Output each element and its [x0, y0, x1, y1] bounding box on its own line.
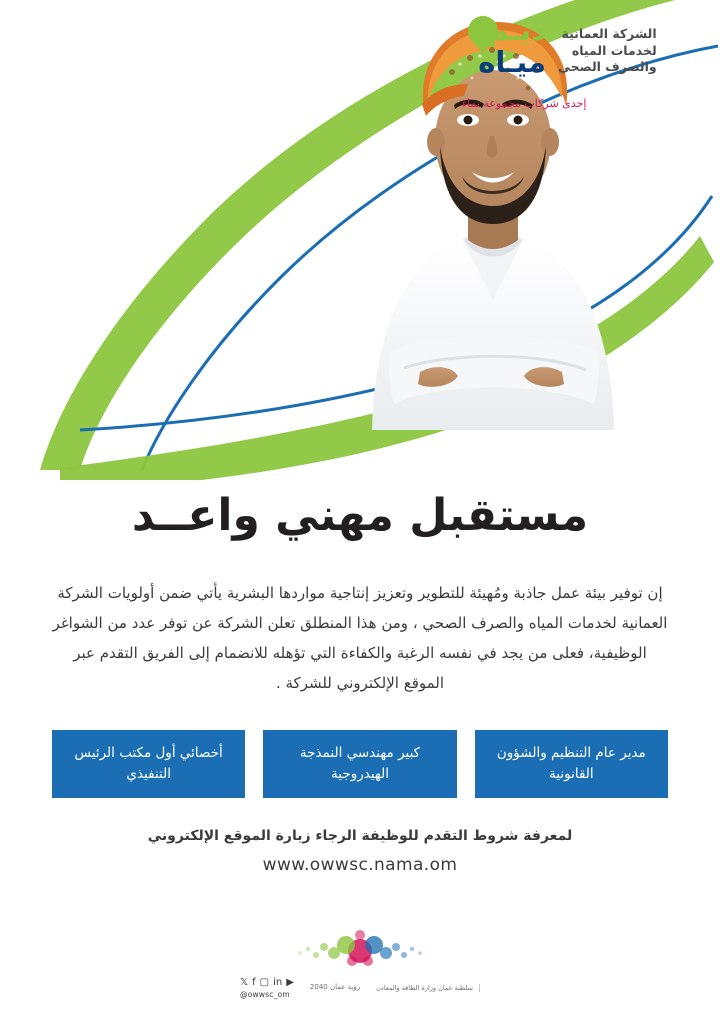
- linkedin-icon[interactable]: in: [273, 977, 283, 989]
- twitter-icon[interactable]: 𝕏: [240, 977, 249, 989]
- instagram-icon[interactable]: ▢: [259, 977, 270, 989]
- social-col: [240, 977, 294, 999]
- website-link[interactable]: www.owwsc.nama.om: [262, 855, 458, 875]
- social-icon-row[interactable]: [240, 977, 294, 990]
- logo-brand-top: ديـم: [487, 13, 546, 47]
- social-links[interactable]: [240, 977, 294, 999]
- halftone-dots-decoration: [290, 925, 430, 971]
- partner-logo-vision: [310, 975, 360, 1001]
- logo-company-name: [558, 26, 657, 76]
- logo-brand-bottom: ميـاه: [478, 45, 546, 79]
- logo-company-line-2: لخدمات المياه: [571, 42, 657, 58]
- logo-row: [462, 14, 657, 88]
- job-vacancy-item[interactable]: مدير عام التنظيم والشؤون القانونية: [475, 730, 668, 798]
- job-vacancy-item[interactable]: أخصائي أول مكتب الرئيس التنفيذي: [52, 730, 245, 798]
- partner-logo-ministry: [376, 975, 480, 1001]
- logo-company-line-1: الشركة العمانية: [561, 26, 657, 42]
- page-title: مستقبل مهني واعــد: [131, 490, 589, 541]
- logo-tagline: إحدى شركات مجموعة نماء: [462, 97, 587, 110]
- logo-company-line-3: والصرف الصحي: [558, 59, 657, 75]
- footer-bar: [0, 968, 720, 1008]
- partner-logo-ministry-label: سلطنة عمان وزارة الطاقة والمعادن: [376, 984, 480, 993]
- hero-banner: [0, 0, 720, 480]
- apply-instructions: لمعرفة شروط التقدم للوظيفة الرجاء زيارة الموقع الإلكتروني: [147, 828, 573, 844]
- partner-logo-vision-label: رؤية عمان 2040: [309, 983, 361, 992]
- body-paragraph: إن توفير بيئة عمل جاذبة ومُهيئة للتطوير وتعزيز إنتاجية مواردها البشرية يأتي ضمن أولويات الشركة العمانية لخدمات المياه والصرف الصحي ، ومن هذا المنطلق تعلن الشركة عن توفر عدد من الشواغر الوظيفية، فعلى من يجد في نفسه الرغبة والكفاءة التي تؤهله للانضمام إلى الفريق التقدم عبر الموقع الإلكتروني للشركة .: [52, 584, 668, 692]
- company-logo: [462, 14, 702, 110]
- job-vacancy-item[interactable]: كبير مهندسي النمذجة الهيدروجية: [263, 730, 456, 798]
- youtube-icon[interactable]: ▶: [286, 977, 294, 989]
- job-vacancy-list: [52, 730, 668, 798]
- facebook-icon[interactable]: f: [252, 977, 256, 989]
- social-handle: @owwsc_om: [240, 989, 290, 999]
- water-drop-icon: [462, 14, 548, 88]
